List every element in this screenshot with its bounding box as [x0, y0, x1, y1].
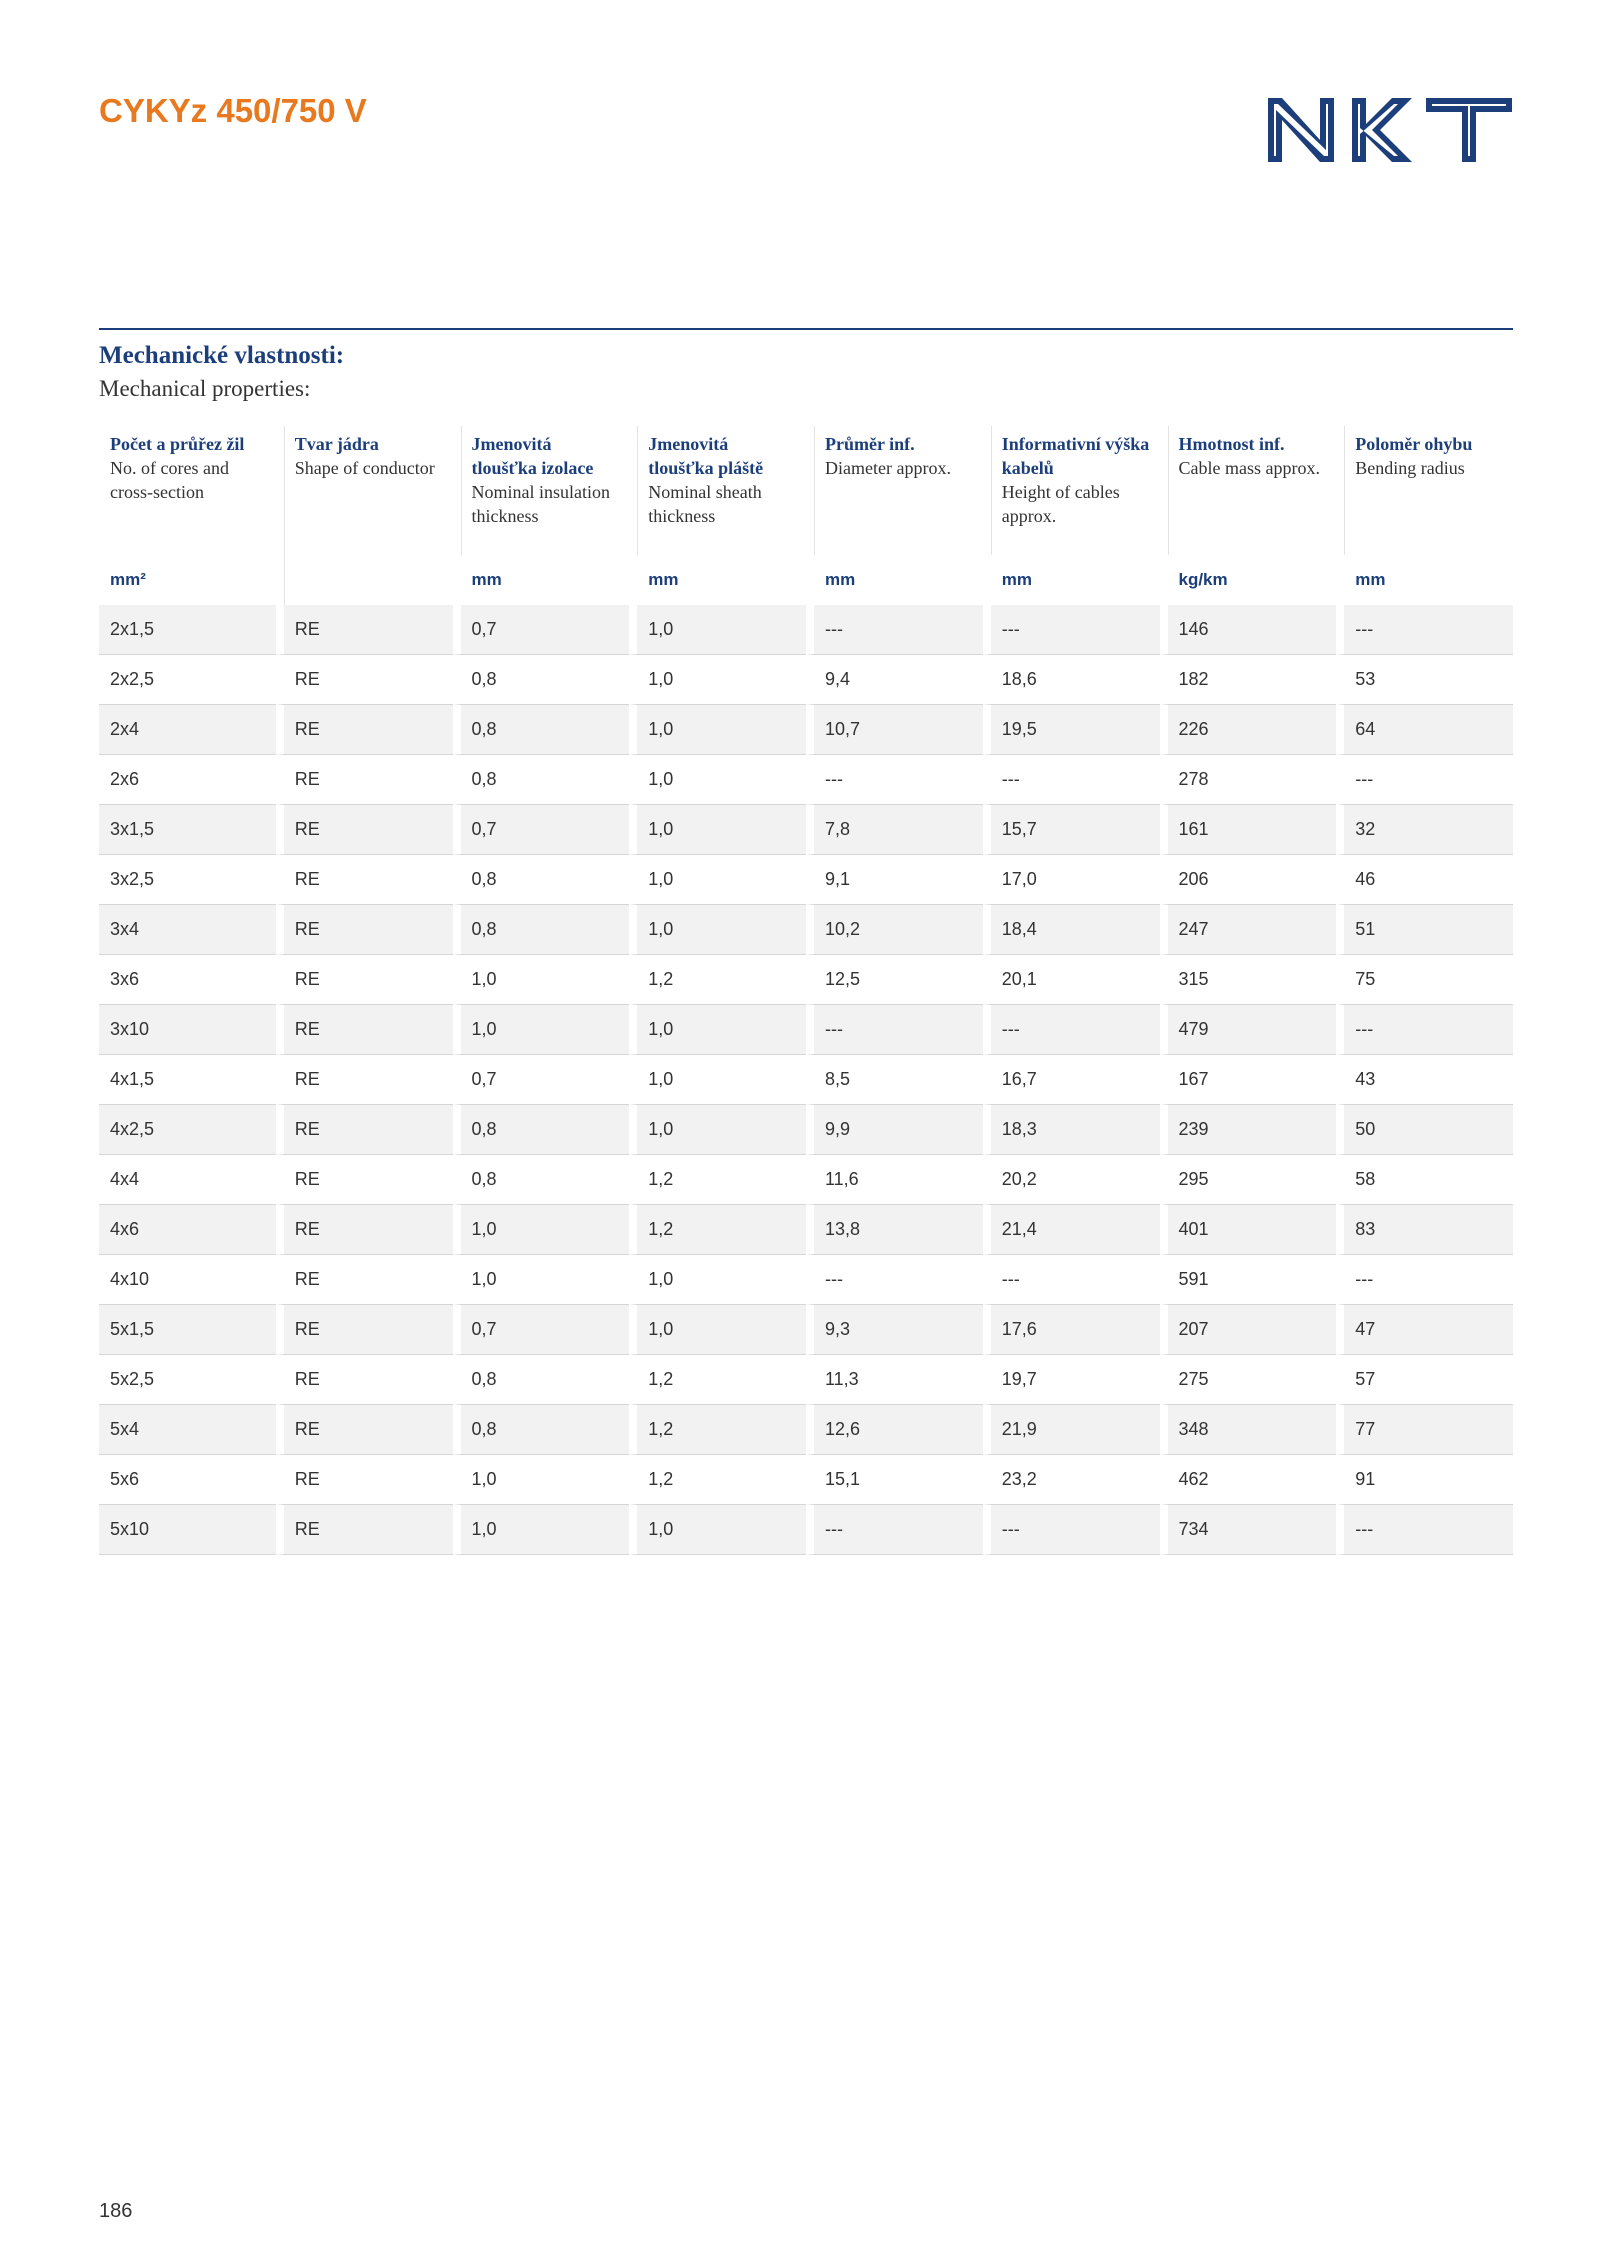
table-cell: RE [276, 955, 453, 1005]
section-subtitle: Mechanical properties: [99, 376, 311, 401]
column-header-cores: Počet a průřez žil No. of cores and cross-section [110, 434, 245, 502]
table-row [99, 1055, 1513, 1105]
column-header-sheath: Jmenovitá tloušťka pláště Nominal sheath thickness [629, 426, 806, 555]
table-cell: 4x10 [99, 1255, 276, 1305]
table-cell: 4x2,5 [99, 1105, 276, 1155]
table-cell: 1,0 [629, 805, 806, 855]
table-cell: 0,8 [453, 1405, 630, 1455]
table-cell: 734 [1160, 1505, 1337, 1555]
table-cell: RE [276, 1405, 453, 1455]
table-cell: 5x6 [99, 1455, 276, 1505]
table-cell: 1,2 [629, 1355, 806, 1405]
table-cell: --- [806, 1505, 983, 1555]
table-cell: --- [1336, 755, 1513, 805]
table-cell: --- [983, 755, 1160, 805]
table-cell: 18,4 [983, 905, 1160, 955]
table-cell: 2x1,5 [99, 605, 276, 655]
table-row [99, 755, 1513, 805]
table-row [99, 1355, 1513, 1405]
table-cell: 0,8 [453, 755, 630, 805]
table-cell: 479 [1160, 1005, 1337, 1055]
table-cell: RE [276, 1505, 453, 1555]
table-cell: --- [806, 1005, 983, 1055]
table-cell: 91 [1336, 1455, 1513, 1505]
table-cell: 1,0 [453, 1005, 630, 1055]
table-cell: 64 [1336, 705, 1513, 755]
table-cell: 1,0 [629, 1005, 806, 1055]
table-cell: 3x2,5 [99, 855, 276, 905]
table-row [99, 1005, 1513, 1055]
table-cell: --- [983, 1505, 1160, 1555]
table-cell: 1,0 [629, 1255, 806, 1305]
table-cell: RE [276, 1055, 453, 1105]
table-cell: 1,0 [629, 905, 806, 955]
table-row [99, 1155, 1513, 1205]
section-divider [99, 328, 1513, 330]
table-cell: --- [1336, 605, 1513, 655]
table-cell: 3x4 [99, 905, 276, 955]
table-cell: 348 [1160, 1405, 1337, 1455]
table-cell: RE [276, 1005, 453, 1055]
table-cell: 21,9 [983, 1405, 1160, 1455]
table-cell: 53 [1336, 655, 1513, 705]
table-cell: 591 [1160, 1255, 1337, 1305]
table-cell: 4x4 [99, 1155, 276, 1205]
table-cell: 207 [1160, 1305, 1337, 1355]
table-cell: 17,0 [983, 855, 1160, 905]
table-cell: 1,0 [629, 605, 806, 655]
table-cell: RE [276, 805, 453, 855]
table-cell: 15,7 [983, 805, 1160, 855]
table-cell: 2x2,5 [99, 655, 276, 705]
table-cell: 0,7 [453, 805, 630, 855]
table-cell: 1,2 [629, 1205, 806, 1255]
table-cell: 19,5 [983, 705, 1160, 755]
table-cell: 1,0 [453, 1205, 630, 1255]
table-cell: 18,6 [983, 655, 1160, 705]
table-cell: 1,0 [453, 1505, 630, 1555]
table-row [99, 805, 1513, 855]
table-cell: 10,7 [806, 705, 983, 755]
table-cell: 77 [1336, 1405, 1513, 1455]
table-cell: 1,2 [629, 1455, 806, 1505]
table-cell: 9,1 [806, 855, 983, 905]
table-cell: --- [983, 1005, 1160, 1055]
table-row [99, 1305, 1513, 1355]
table-cell: 12,5 [806, 955, 983, 1005]
table-cell: 4x1,5 [99, 1055, 276, 1105]
table-cell: 3x6 [99, 955, 276, 1005]
table-cell: RE [276, 605, 453, 655]
table-cell: 13,8 [806, 1205, 983, 1255]
table-cell: 278 [1160, 755, 1337, 805]
table-cell: 11,3 [806, 1355, 983, 1405]
table-cell: --- [1336, 1255, 1513, 1305]
table-cell: 47 [1336, 1305, 1513, 1355]
column-header-bending: Poloměr ohybu Bending radius [1336, 426, 1513, 555]
table-cell: 20,1 [983, 955, 1160, 1005]
table-cell: RE [276, 1205, 453, 1255]
table-cell: 9,3 [806, 1305, 983, 1355]
table-cell: 3x10 [99, 1005, 276, 1055]
unit-cell [276, 555, 453, 605]
table-cell: 1,0 [629, 1055, 806, 1105]
table-cell: 247 [1160, 905, 1337, 955]
column-header-diameter: Průměr inf. Diameter approx. [806, 426, 983, 555]
table-row [99, 1405, 1513, 1455]
table-cell: 1,0 [453, 1455, 630, 1505]
table-cell: RE [276, 1155, 453, 1205]
table-cell: --- [983, 1255, 1160, 1305]
table-cell: 275 [1160, 1355, 1337, 1405]
table-cell: 3x1,5 [99, 805, 276, 855]
table-cell: 1,0 [629, 1305, 806, 1355]
table-cell: 46 [1336, 855, 1513, 905]
table-cell: 50 [1336, 1105, 1513, 1155]
table-cell: 1,0 [629, 1505, 806, 1555]
table-cell: 182 [1160, 655, 1337, 705]
table-row [99, 605, 1513, 655]
table-cell: 0,8 [453, 1155, 630, 1205]
table-cell: 226 [1160, 705, 1337, 755]
table-cell: 0,7 [453, 605, 630, 655]
table-cell: 5x1,5 [99, 1305, 276, 1355]
table-cell: 2x6 [99, 755, 276, 805]
table-cell: RE [276, 855, 453, 905]
table-cell: 0,7 [453, 1305, 630, 1355]
header-row [99, 426, 1513, 555]
table-cell: 17,6 [983, 1305, 1160, 1355]
table-cell: 32 [1336, 805, 1513, 855]
table-cell: --- [983, 605, 1160, 655]
table-row [99, 655, 1513, 705]
table-cell: RE [276, 755, 453, 805]
table-cell: RE [276, 655, 453, 705]
table-cell: 401 [1160, 1205, 1337, 1255]
table-cell: 0,8 [453, 655, 630, 705]
table-row [99, 1455, 1513, 1505]
table-cell: 1,0 [453, 955, 630, 1005]
table-body [99, 605, 1513, 1555]
table-cell: 9,4 [806, 655, 983, 705]
unit-cell: mm² [110, 570, 146, 589]
table-cell: --- [806, 755, 983, 805]
table-cell: 8,5 [806, 1055, 983, 1105]
table-cell: 7,8 [806, 805, 983, 855]
table-cell: 75 [1336, 955, 1513, 1005]
table-cell: 10,2 [806, 905, 983, 955]
table-cell: 1,0 [629, 655, 806, 705]
table-cell: 16,7 [983, 1055, 1160, 1105]
table-cell: 0,7 [453, 1055, 630, 1105]
unit-cell: mm [806, 555, 983, 605]
table-cell: RE [276, 905, 453, 955]
table-cell: 2x4 [99, 705, 276, 755]
table-cell: RE [276, 1355, 453, 1405]
table-cell: 20,2 [983, 1155, 1160, 1205]
table-cell: 315 [1160, 955, 1337, 1005]
table-cell: 1,0 [629, 705, 806, 755]
table-cell: 5x4 [99, 1405, 276, 1455]
table-cell: RE [276, 1255, 453, 1305]
table-cell: 58 [1336, 1155, 1513, 1205]
table-cell: 11,6 [806, 1155, 983, 1205]
table-cell: 1,0 [629, 855, 806, 905]
section-title: Mechanické vlastnosti: [99, 342, 345, 369]
table-cell: 1,0 [629, 755, 806, 805]
unit-cell: mm [983, 555, 1160, 605]
table-cell: 21,4 [983, 1205, 1160, 1255]
column-header-insulation: Jmenovitá tloušťka izolace Nominal insulation thickness [453, 426, 630, 555]
table-cell: 0,8 [453, 905, 630, 955]
document-title: CYKYz 450/750 V [99, 92, 367, 129]
unit-cell: mm [453, 555, 630, 605]
table-cell: 462 [1160, 1455, 1337, 1505]
table-row [99, 905, 1513, 955]
table-cell: 12,6 [806, 1405, 983, 1455]
column-header-mass: Hmotnost inf. Cable mass approx. [1160, 426, 1337, 555]
table-cell: 167 [1160, 1055, 1337, 1105]
table-cell: RE [276, 705, 453, 755]
table-cell: RE [276, 1105, 453, 1155]
table-cell: 51 [1336, 905, 1513, 955]
table-cell: RE [276, 1455, 453, 1505]
unit-cell: mm [629, 555, 806, 605]
table-cell: 206 [1160, 855, 1337, 905]
table-cell: 19,7 [983, 1355, 1160, 1405]
table-cell: --- [1336, 1005, 1513, 1055]
mechanical-properties-table [99, 426, 1513, 1555]
table-cell: 57 [1336, 1355, 1513, 1405]
table-cell: RE [276, 1305, 453, 1355]
table-cell: --- [806, 1255, 983, 1305]
unit-cell: kg/km [1160, 555, 1337, 605]
table-cell: 43 [1336, 1055, 1513, 1105]
table-row [99, 1105, 1513, 1155]
table-cell: 295 [1160, 1155, 1337, 1205]
table-row [99, 1255, 1513, 1305]
units-row [99, 555, 1513, 605]
table-cell: 1,2 [629, 1155, 806, 1205]
table-cell: 15,1 [806, 1455, 983, 1505]
column-header-shape: Tvar jádra Shape of conductor [276, 426, 453, 555]
table-cell: 161 [1160, 805, 1337, 855]
table-row [99, 955, 1513, 1005]
table-row [99, 855, 1513, 905]
table-cell: 4x6 [99, 1205, 276, 1255]
table-cell: 0,8 [453, 855, 630, 905]
table-cell: 1,0 [629, 1105, 806, 1155]
table-cell: 1,2 [629, 1405, 806, 1455]
table-cell: 239 [1160, 1105, 1337, 1155]
table-cell: 23,2 [983, 1455, 1160, 1505]
table-cell: --- [1336, 1505, 1513, 1555]
unit-cell: mm [1336, 555, 1513, 605]
table-cell: --- [806, 605, 983, 655]
table-row [99, 705, 1513, 755]
table-row [99, 1205, 1513, 1255]
table-cell: 0,8 [453, 1105, 630, 1155]
table-row [99, 1505, 1513, 1555]
table-cell: 146 [1160, 605, 1337, 655]
table-cell: 1,2 [629, 955, 806, 1005]
table-cell: 5x2,5 [99, 1355, 276, 1405]
table-cell: 0,8 [453, 1355, 630, 1405]
table-cell: 1,0 [453, 1255, 630, 1305]
page-number: 186 [99, 2200, 133, 2222]
table-cell: 5x10 [99, 1505, 276, 1555]
table-cell: 83 [1336, 1205, 1513, 1255]
table-cell: 0,8 [453, 705, 630, 755]
nkt-logo [1268, 98, 1512, 162]
table-cell: 9,9 [806, 1105, 983, 1155]
column-header-height: Informativní výška kabelů Height of cables approx. [983, 426, 1160, 555]
table-cell: 18,3 [983, 1105, 1160, 1155]
